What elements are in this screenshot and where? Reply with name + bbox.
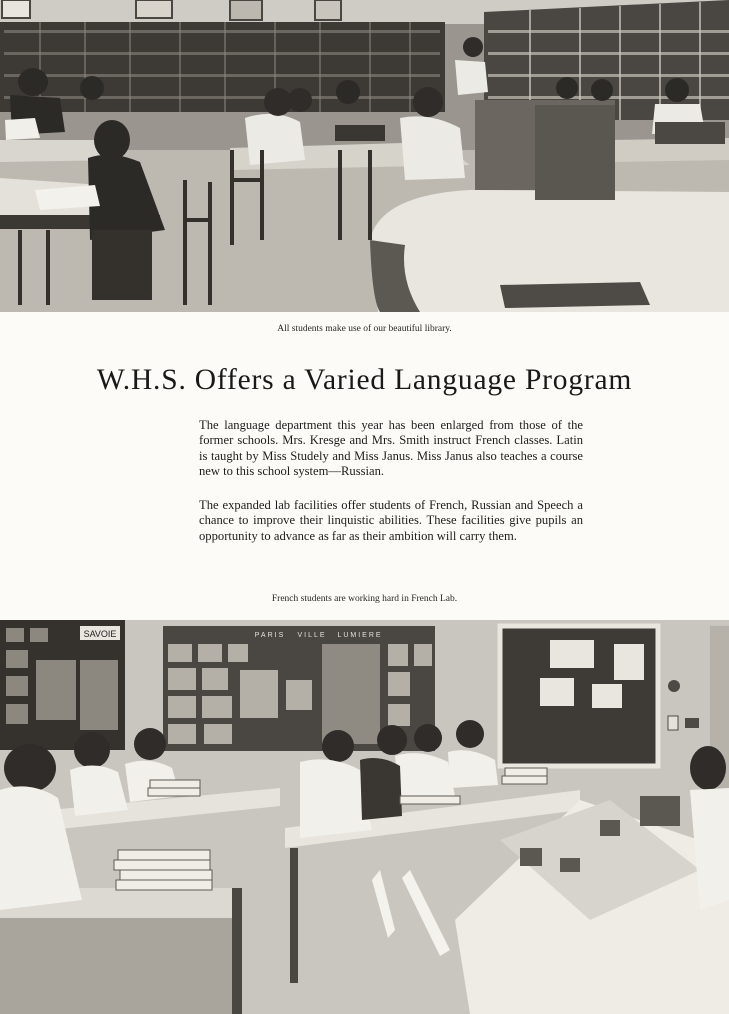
bulletin-label-paris: PARIS (254, 632, 286, 639)
french-lab-photo-caption: French students are working hard in French Lab. (271, 594, 458, 604)
bulletin-label-savoie: SAVOIE (83, 629, 117, 639)
page-headline: W.H.S. Offers a Varied Language Program (96, 364, 633, 396)
bulletin-label-ville: VILLE (297, 632, 327, 639)
body-paragraph-1: The language department this year has been enlarged from those of the former schools. Mrs. Kresge and Mrs. Smith instruct French classes. Latin is taught by Miss Studely and Miss Janus. Miss Janus also teaches a course new to this school system—Russian. (199, 418, 583, 479)
library-photo-caption: All students make use of our beautiful library. (277, 324, 452, 334)
library-photo-illustration (0, 0, 729, 312)
body-paragraph-2: The expanded lab facilities offer students of French, Russian and Speech a chance to improve their linquistic abilities. These facilities give pupils an opportunity to advance as far as their ambition will carry them. (199, 498, 583, 543)
french-lab-photo (0, 620, 729, 1014)
library-photo (0, 0, 729, 312)
french-lab-photo-illustration (0, 620, 729, 1014)
bulletin-label-lumiere: LUMIERE (337, 632, 383, 639)
